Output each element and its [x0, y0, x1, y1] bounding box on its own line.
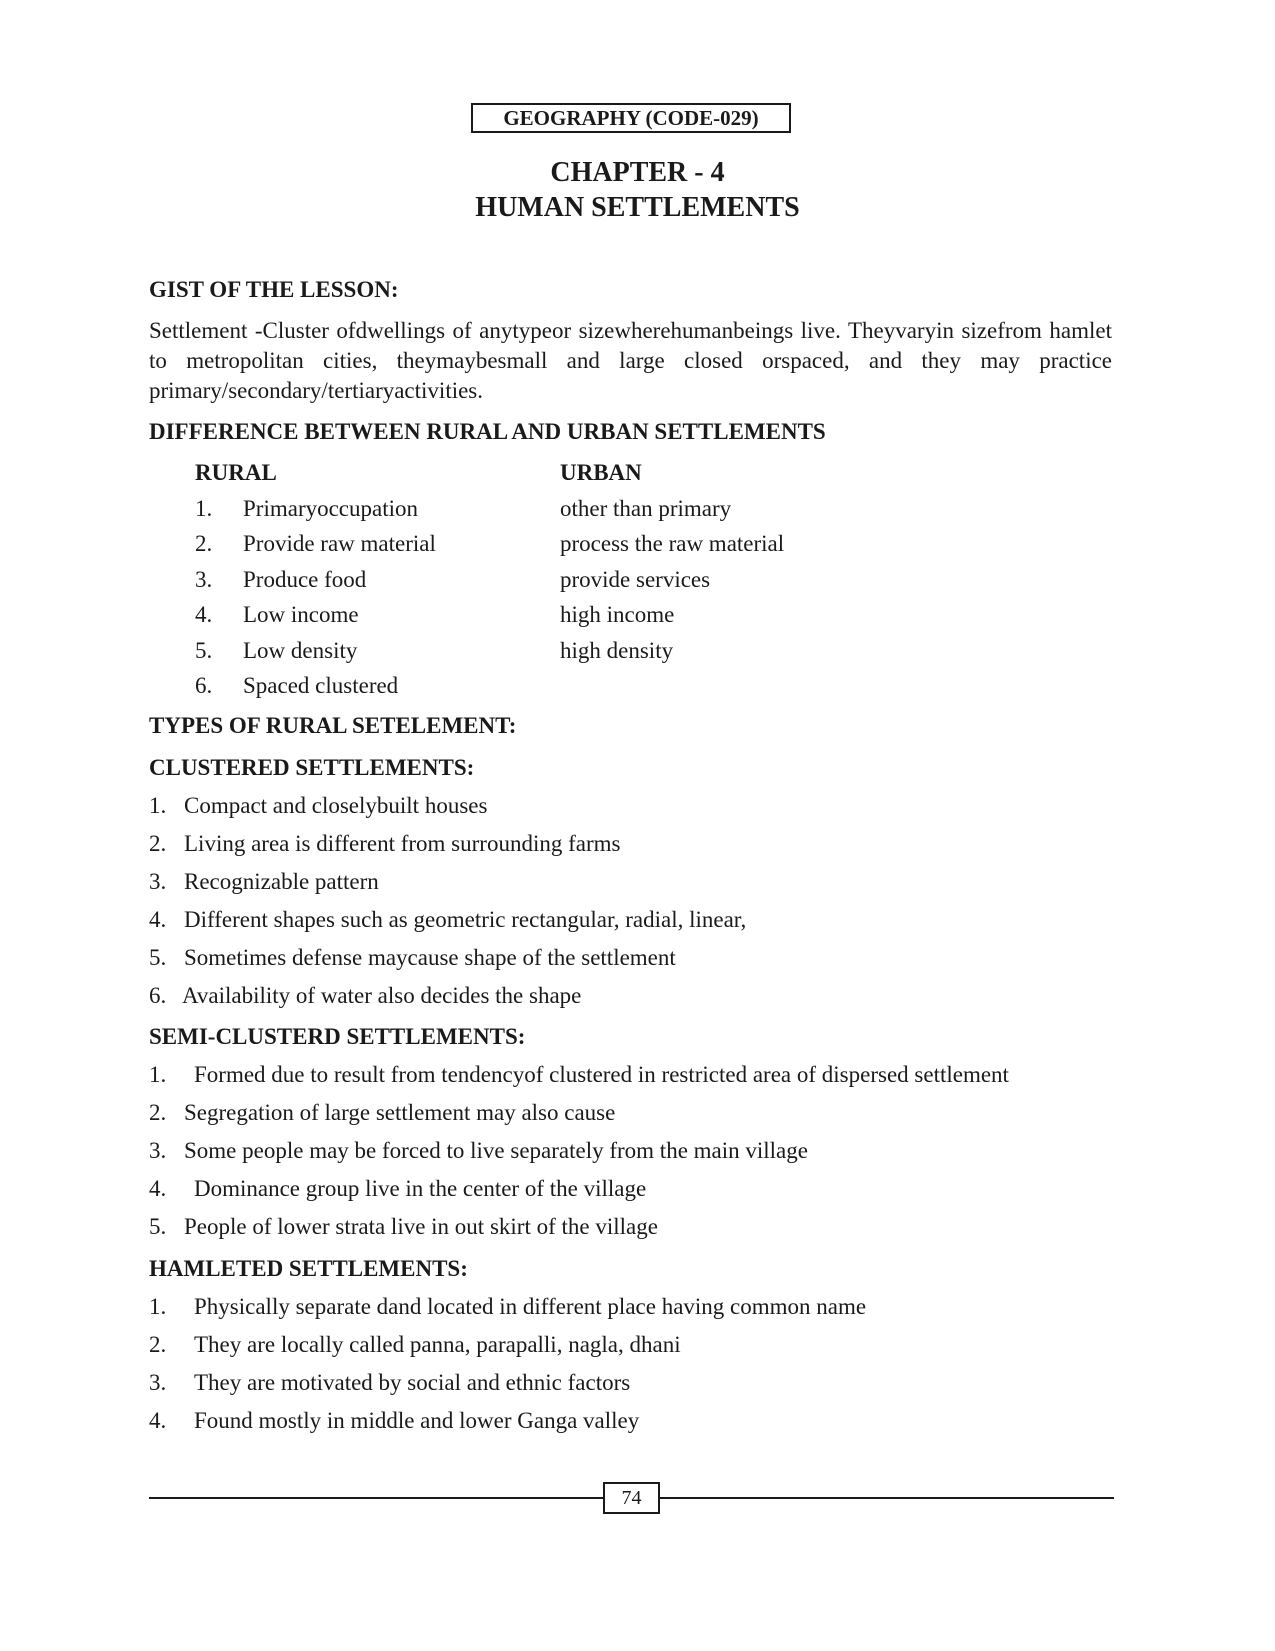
- gist-paragraph: Settlement -Cluster ofdwellings of anytypeor sizewherehumanbeings live. Theyvaryin sizefrom hamlet to metropolitan cities, theymaybesmall and large closed orspaced, and they may practice primary/secondary/tertiaryactivities.: [149, 318, 1112, 403]
- comparison-row: [0, 567, 1275, 601]
- clustered-heading: CLUSTERED SETTLEMENTS:: [149, 755, 475, 780]
- difference-heading: DIFFERENCE BETWEEN RURAL AND URBAN SETTLEMENTS: [149, 419, 826, 444]
- rural-cell: Produce food: [243, 567, 367, 592]
- types-heading: TYPES OF RURAL SETELEMENT:: [149, 713, 517, 738]
- row-number: 3.: [195, 567, 213, 592]
- rural-cell: Provide raw material: [243, 531, 436, 556]
- gist-heading: GIST OF THE LESSON:: [149, 277, 399, 302]
- comparison-row: [0, 602, 1275, 636]
- item-text: Some people may be forced to live separately from the main village: [184, 1138, 808, 1163]
- item-number: 1.: [149, 1294, 167, 1319]
- item-text: Living area is different from surrounding farms: [184, 831, 621, 856]
- item-text: Segregation of large settlement may also cause: [184, 1100, 616, 1125]
- semi-clustered-heading: SEMI-CLUSTERD SETTLEMENTS:: [149, 1024, 526, 1049]
- rural-cell: Low density: [243, 638, 358, 663]
- item-number: 2.: [149, 1100, 167, 1125]
- subject-code-box: GEOGRAPHY (CODE-029): [471, 103, 791, 133]
- row-number: 4.: [195, 602, 213, 627]
- item-number: 1.: [149, 1062, 167, 1087]
- page-number: 74: [603, 1482, 660, 1514]
- comparison-row: [0, 531, 1275, 565]
- item-text: Found mostly in middle and lower Ganga valley: [194, 1408, 640, 1433]
- item-number: 6.: [149, 983, 167, 1008]
- row-number: 5.: [195, 638, 213, 663]
- urban-cell: provide services: [560, 567, 711, 592]
- rural-cell: Spaced clustered: [243, 673, 399, 698]
- footer-rule-right: [660, 1497, 1114, 1499]
- item-text: Dominance group live in the center of the village: [194, 1176, 647, 1201]
- item-number: 3.: [149, 869, 167, 894]
- urban-cell: process the raw material: [560, 531, 785, 556]
- rural-column-header: RURAL: [195, 460, 277, 485]
- item-text: Different shapes such as geometric rectangular, radial, linear,: [184, 907, 747, 932]
- comparison-row: [0, 638, 1275, 672]
- item-text: Physically separate dand located in different place having common name: [194, 1294, 867, 1319]
- item-number: 5.: [149, 945, 167, 970]
- item-number: 3.: [149, 1370, 167, 1395]
- comparison-row: [0, 673, 1275, 707]
- item-text: Availability of water also decides the shape: [182, 983, 582, 1008]
- item-text: Compact and closelybuilt houses: [184, 793, 488, 818]
- chapter-number: CHAPTER - 4: [550, 157, 725, 188]
- comparison-row: [0, 496, 1275, 530]
- item-number: 3.: [149, 1138, 167, 1163]
- item-number: 4.: [149, 907, 167, 932]
- item-text: Sometimes defense maycause shape of the settlement: [184, 945, 676, 970]
- row-number: 1.: [195, 496, 213, 521]
- item-text: Formed due to result from tendencyof clustered in restricted area of dispersed settlement: [194, 1062, 1009, 1087]
- urban-column-header: URBAN: [560, 460, 642, 485]
- item-number: 2.: [149, 1332, 167, 1357]
- rural-cell: Primaryoccupation: [243, 496, 419, 521]
- footer-rule-left: [149, 1497, 603, 1499]
- item-text: People of lower strata live in out skirt of the village: [184, 1214, 658, 1239]
- urban-cell: high income: [560, 602, 675, 627]
- item-number: 1.: [149, 793, 167, 818]
- item-number: 4.: [149, 1408, 167, 1433]
- row-number: 2.: [195, 531, 213, 556]
- item-number: 5.: [149, 1214, 167, 1239]
- row-number: 6.: [195, 673, 213, 698]
- rural-cell: Low income: [243, 602, 359, 627]
- chapter-title: HUMAN SETTLEMENTS: [475, 192, 800, 223]
- item-number: 2.: [149, 831, 167, 856]
- hamleted-heading: HAMLETED SETTLEMENTS:: [149, 1256, 468, 1281]
- urban-cell: high density: [560, 638, 674, 663]
- item-text: They are motivated by social and ethnic factors: [194, 1370, 631, 1395]
- item-text: They are locally called panna, parapalli, nagla, dhani: [194, 1332, 681, 1357]
- urban-cell: other than primary: [560, 496, 732, 521]
- item-text: Recognizable pattern: [184, 869, 379, 894]
- item-number: 4.: [149, 1176, 167, 1201]
